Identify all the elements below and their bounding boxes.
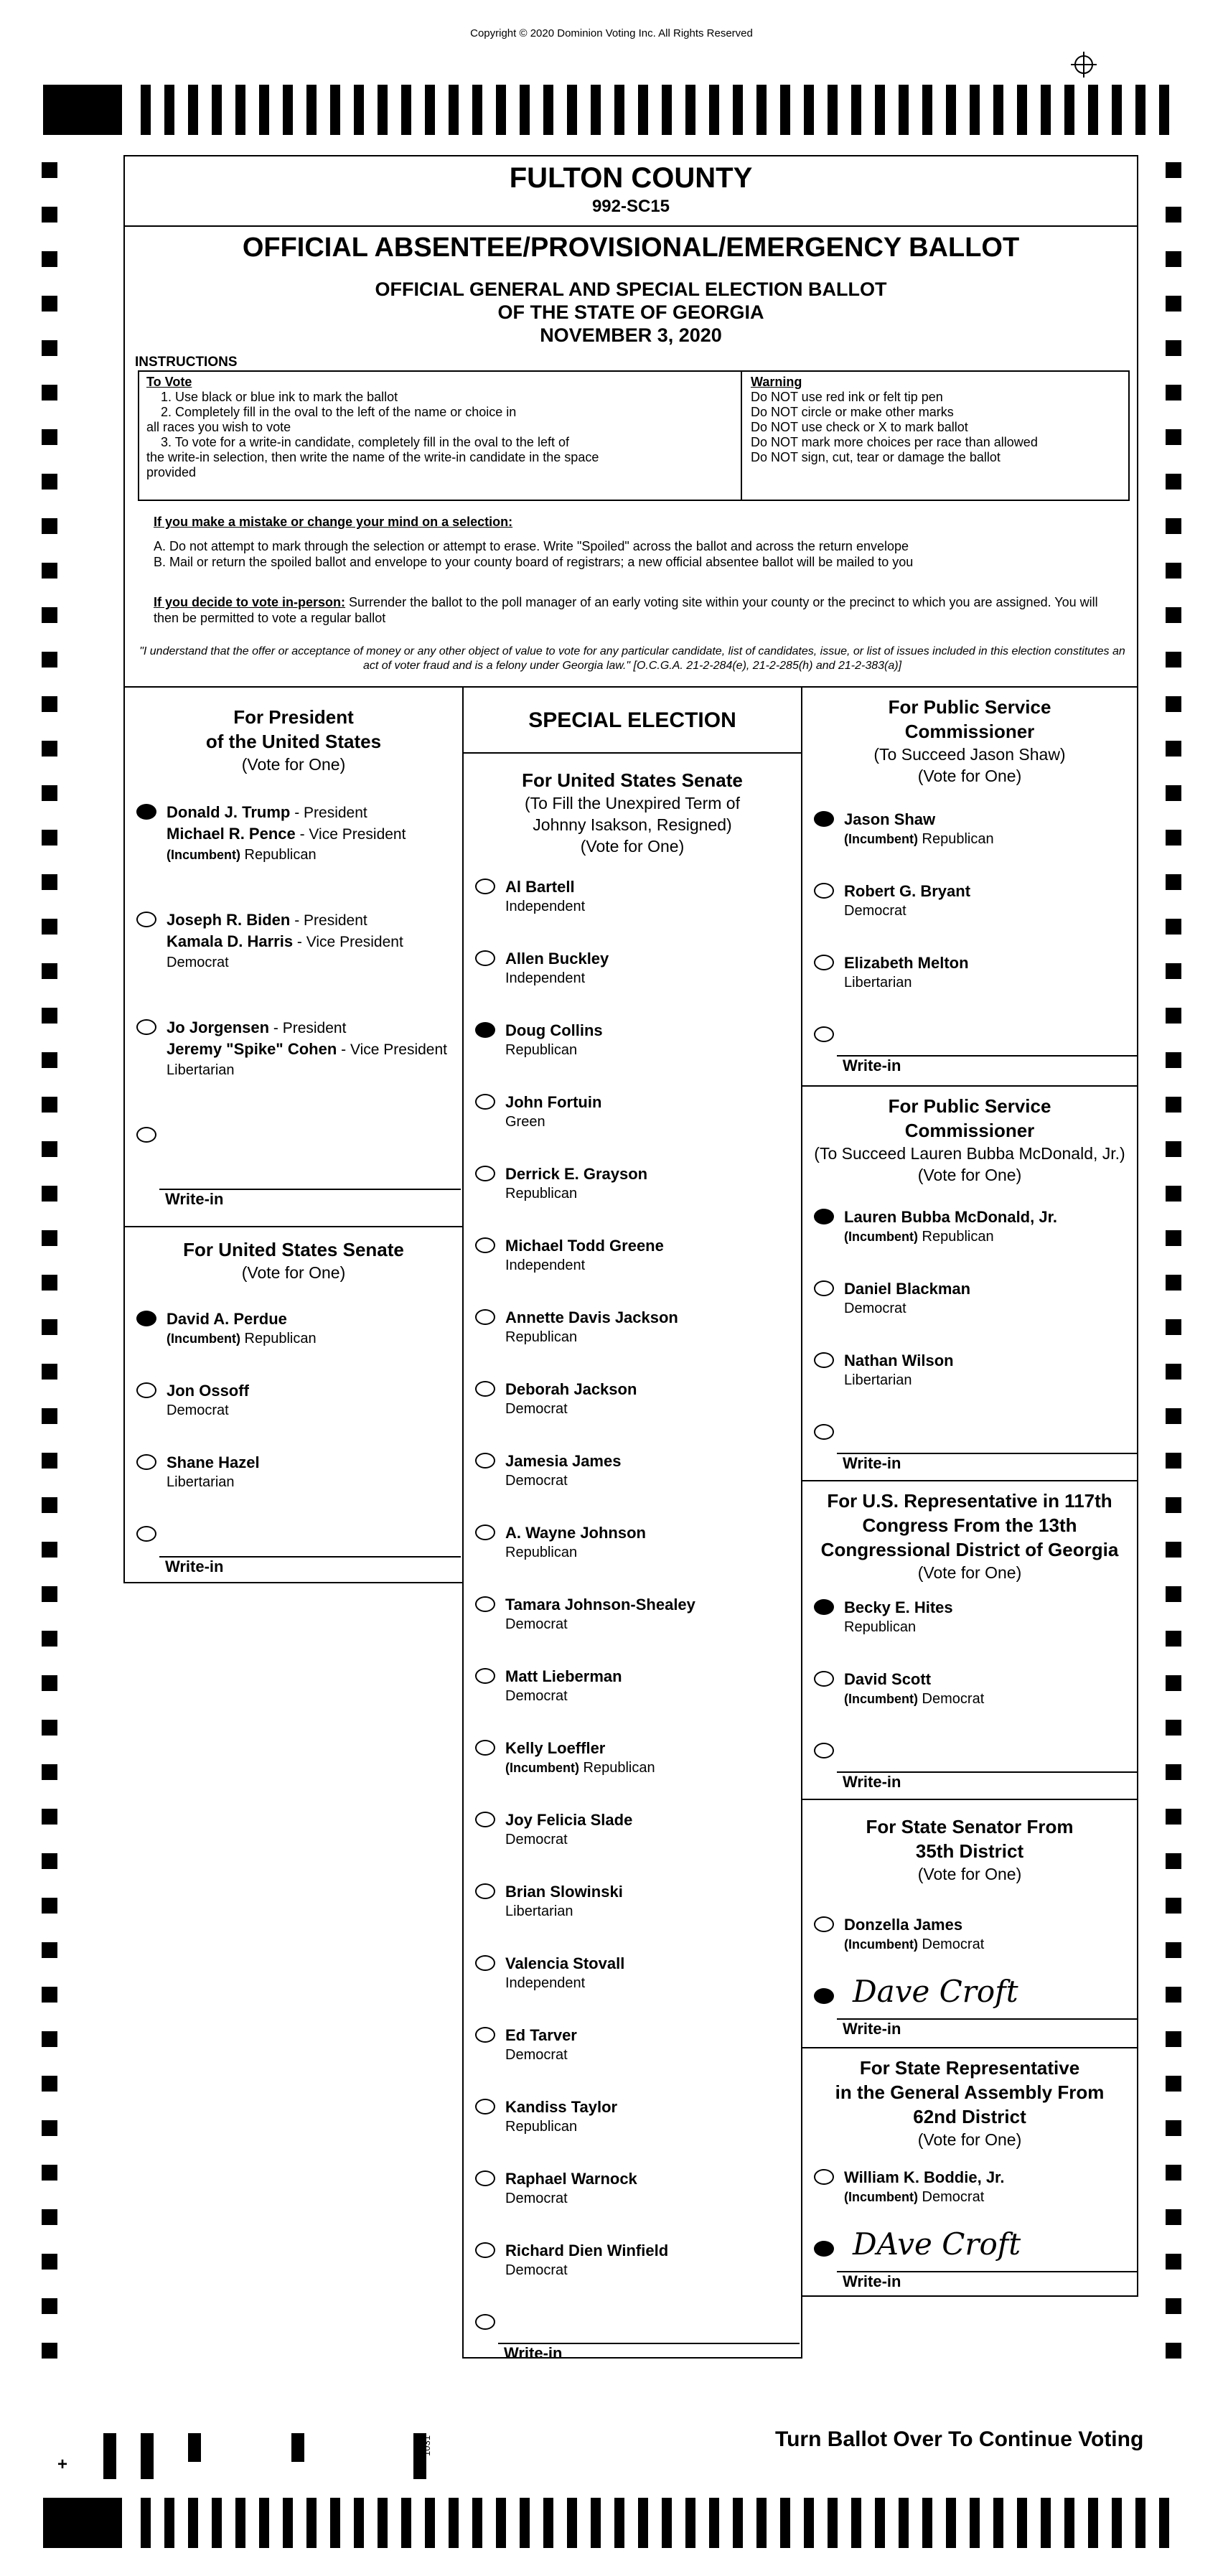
candidate-name: David Scott bbox=[844, 1670, 932, 1688]
candidate-party: Democrat bbox=[167, 1402, 229, 1418]
timing-mark bbox=[828, 2498, 838, 2548]
ballot-subtitle-2: OF THE STATE OF GEORGIA bbox=[497, 301, 764, 323]
candidate-party: (Incumbent) Democrat bbox=[844, 1691, 985, 1707]
timing-mark bbox=[425, 2498, 435, 2548]
timing-mark bbox=[235, 2498, 245, 2548]
timing-mark bbox=[685, 2498, 695, 2548]
timing-mark bbox=[709, 2498, 719, 2548]
race-president: For President of the United States (Vote for One) Donald J. Trump - President Michael R. Pence - Vice President (Incumbent) Republican Joseph R. Biden - President Kamala D. Harris - Vice President Democrat Jo Jorgensen - President Jeremy "Spike" Cohen - Vice President Libertarian Write-in bbox=[123, 686, 464, 1227]
candidate-party: Democrat bbox=[505, 1401, 568, 1417]
timing-mark bbox=[1159, 2498, 1169, 2548]
candidate-party: Libertarian bbox=[844, 1372, 912, 1388]
timing-mark bbox=[520, 2498, 530, 2548]
candidate-party: Democrat bbox=[505, 1473, 568, 1489]
timing-mark bbox=[1112, 2498, 1122, 2548]
candidate-name: Joy Felicia Slade bbox=[505, 1811, 633, 1829]
running-mate-name: Michael R. Pence - Vice President bbox=[167, 825, 406, 843]
timing-mark bbox=[378, 2498, 388, 2548]
write-in-handwriting: DAve Croft bbox=[853, 2226, 1021, 2262]
footer-code-mark bbox=[103, 2433, 116, 2479]
candidate-name: Ed Tarver bbox=[505, 2026, 577, 2044]
candidate-name: Matt Lieberman bbox=[505, 1667, 622, 1685]
candidate-name: William K. Boddie, Jr. bbox=[844, 2168, 1005, 2186]
candidate-party: Independent bbox=[505, 1257, 586, 1273]
candidate-party: Democrat bbox=[844, 903, 906, 919]
race-us-senate-special: For United States Senate bbox=[522, 769, 743, 791]
special-election-section: SPECIAL ELECTION For United States Senate (To Fill the Unexpired Term of Johnny Isakson, Resigned) (Vote for One) Al Bartell Independent Allen Buckley Independent Doug Collins Republican John Fortuin Green Derrick E. Grayson Republican Michael Todd Greene Independent Annette Davis Jackson Republican Deborah Jackson Democrat Jamesia James Democrat A. Wayne Johnson Republican Tamara Johnson-Shealey Democrat Matt Lieberman Democrat Kelly Loeffler (Incumbent) Republican Joy Felicia Slade Democrat Brian Slowinski Libertarian Valencia Stovall Independent Ed Tarver Democrat Kandiss Taylor Republican Raphael Warnock Democrat Richard Dien Winfield Democrat Write-in bbox=[462, 686, 802, 2359]
mistake-instructions: If you make a mistake or change your mind on a selection: A. Do not attempt to mark through the selection or attempt to erase. Write "Spoiled" across the ballot and across the return envelope B. Mail or return the spoiled ballot and envelope to your county board of registrars; a new official absentee ballot will be mailed to you bbox=[154, 515, 914, 569]
timing-mark bbox=[354, 2498, 364, 2548]
timing-mark bbox=[970, 2498, 980, 2548]
timing-mark bbox=[141, 2498, 151, 2548]
candidate-party: Democrat bbox=[505, 2047, 568, 2063]
timing-mark bbox=[804, 2498, 814, 2548]
candidate-party: Democrat bbox=[167, 955, 229, 970]
to-vote-instructions: To Vote 1. Use black or blue ink to mark the ballot 2. Completely fill in the oval to the left of the name or choice in all races you wish to vote 3. To vote for a write-in candidate, completely fill in the oval to the left of the write-in selection, then write the name of the write-in candidate in the space provided bbox=[139, 372, 742, 500]
instructions-label: INSTRUCTIONS bbox=[135, 355, 238, 370]
candidate-party: (Incumbent) Republican bbox=[167, 847, 317, 863]
write-in-label: Write-in bbox=[165, 1558, 224, 1575]
timing-mark bbox=[1017, 2498, 1027, 2548]
ballot-code: 1031 bbox=[421, 2435, 432, 2456]
timing-mark bbox=[993, 2498, 1003, 2548]
candidate-party: Republican bbox=[505, 1186, 578, 1202]
candidate-party: Republican bbox=[505, 1545, 578, 1560]
timing-mark bbox=[1135, 2498, 1145, 2548]
candidate-name: Deborah Jackson bbox=[505, 1380, 637, 1398]
candidate-name: Jamesia James bbox=[505, 1452, 622, 1470]
continue-notice: Turn Ballot Over To Continue Voting bbox=[775, 2427, 1144, 2451]
timing-mark bbox=[543, 2498, 553, 2548]
candidate-name: Jason Shaw bbox=[844, 810, 936, 828]
timing-mark bbox=[851, 2498, 861, 2548]
race-state-representative: For State Representative in the General Assembly From 62nd District (Vote for One) William K. Boddie, Jr. (Incumbent) Democrat DAve Croft Write-in bbox=[801, 2047, 1138, 2297]
write-in-label: Write-in bbox=[843, 1454, 901, 1472]
candidate-name: Donald J. Trump - President bbox=[167, 803, 367, 821]
write-in-label: Write-in bbox=[843, 1057, 901, 1074]
running-mate-name: Jeremy "Spike" Cohen - Vice President bbox=[167, 1040, 447, 1058]
in-person-instructions: If you decide to vote in-person: Surrender the ballot to the poll manager of an early voting site within your county or the precinct to which you are assigned. You will then be permitted to vote a regular ballot bbox=[154, 595, 1098, 625]
timing-mark bbox=[188, 2498, 198, 2548]
candidate-name: Elizabeth Melton bbox=[844, 954, 969, 972]
timing-mark bbox=[662, 2498, 672, 2548]
timing-mark bbox=[756, 2498, 767, 2548]
candidate-party: (Incumbent) Republican bbox=[505, 1760, 655, 1776]
candidate-name: John Fortuin bbox=[505, 1093, 602, 1111]
copyright-notice: Copyright © 2020 Dominion Voting Inc. All Rights Reserved bbox=[470, 27, 753, 39]
candidate-party: Independent bbox=[505, 1975, 586, 1991]
race-state-senate: For State Senator From 35th District (Vote for One) Donzella James (Incumbent) Democrat Dave Croft Write-in bbox=[801, 1799, 1138, 2048]
candidate-party: Libertarian bbox=[167, 1062, 235, 1078]
race-us-representative: For U.S. Representative in 117th Congress From the 13th Congressional District of Georgia (Vote for One) Becky E. Hites Republican David Scott (Incumbent) Democrat Write-in bbox=[801, 1480, 1138, 1800]
timing-mark bbox=[591, 2498, 601, 2548]
race-us-senate: For United States Senate (Vote for One) David A. Perdue (Incumbent) Republican Jon Ossoff Democrat Shane Hazel Libertarian Write-in bbox=[123, 1226, 464, 1583]
candidate-party: (Incumbent) Republican bbox=[844, 831, 994, 847]
candidate-party: Democrat bbox=[505, 1688, 568, 1704]
footer-code-mark bbox=[291, 2433, 304, 2462]
candidate-party: Democrat bbox=[505, 1832, 568, 1847]
candidate-name: Brian Slowinski bbox=[505, 1883, 623, 1901]
candidate-name: A. Wayne Johnson bbox=[505, 1524, 646, 1542]
candidate-party: Libertarian bbox=[844, 975, 912, 990]
candidate-party: Republican bbox=[505, 2119, 578, 2135]
timing-mark bbox=[496, 2498, 506, 2548]
candidate-party: Green bbox=[505, 1114, 545, 1130]
candidate-name: Derrick E. Grayson bbox=[505, 1165, 648, 1183]
write-in-label: Write-in bbox=[843, 1773, 901, 1791]
timing-mark bbox=[922, 2498, 932, 2548]
ballot-title: OFFICIAL ABSENTEE/PROVISIONAL/EMERGENCY BALLOT bbox=[242, 233, 1020, 263]
county-name: FULTON COUNTY bbox=[509, 162, 753, 194]
timing-mark bbox=[875, 2498, 885, 2548]
write-in-label: Write-in bbox=[843, 2272, 901, 2290]
candidate-name: Kelly Loeffler bbox=[505, 1739, 606, 1757]
candidate-name: Kandiss Taylor bbox=[505, 2098, 618, 2116]
candidate-party: Republican bbox=[844, 1619, 917, 1635]
race-psc-shaw: For Public Service Commissioner (To Succeed Jason Shaw) (Vote for One) Jason Shaw (Incumbent) Republican Robert G. Bryant Democrat Elizabeth Melton Libertarian Write-in bbox=[801, 686, 1138, 1087]
candidate-name: Donzella James bbox=[844, 1916, 963, 1934]
candidate-party: Independent bbox=[505, 899, 586, 914]
candidate-name: Shane Hazel bbox=[167, 1453, 260, 1471]
timing-mark bbox=[733, 2498, 743, 2548]
footer-code-mark bbox=[188, 2433, 201, 2462]
candidate-name: Daniel Blackman bbox=[844, 1280, 971, 1298]
timing-mark bbox=[306, 2498, 317, 2548]
timing-mark bbox=[946, 2498, 956, 2548]
timing-mark bbox=[449, 2498, 459, 2548]
candidate-party: (Incumbent) Republican bbox=[167, 1331, 317, 1346]
timing-mark bbox=[472, 2498, 482, 2548]
footer-code-mark bbox=[141, 2433, 154, 2479]
candidate-party: Libertarian bbox=[167, 1474, 235, 1490]
candidate-name: Valencia Stovall bbox=[505, 1954, 625, 1972]
candidate-name: Michael Todd Greene bbox=[505, 1237, 664, 1255]
candidate-party: Democrat bbox=[505, 2191, 568, 2206]
ballot-subtitle-1: OFFICIAL GENERAL AND SPECIAL ELECTION BALLOT bbox=[375, 278, 887, 300]
candidate-name: Robert G. Bryant bbox=[844, 882, 971, 900]
candidate-party: (Incumbent) Republican bbox=[844, 1229, 994, 1245]
timing-mark bbox=[259, 2498, 269, 2548]
candidate-party: Independent bbox=[505, 970, 586, 986]
race-psc-mcdonald: For Public Service Commissioner (To Succeed Lauren Bubba McDonald, Jr.) (Vote for One) Lauren Bubba McDonald, Jr. (Incumbent) Republican Daniel Blackman Democrat Nathan Wilson Libertarian Write-in bbox=[801, 1085, 1138, 1481]
candidate-party: (Incumbent) Democrat bbox=[844, 2189, 985, 2205]
timing-mark bbox=[899, 2498, 909, 2548]
write-in-handwriting: Dave Croft bbox=[853, 1974, 1018, 2009]
candidate-name: Allen Buckley bbox=[505, 950, 609, 968]
timing-mark bbox=[283, 2498, 293, 2548]
candidate-name: Al Bartell bbox=[505, 878, 575, 896]
candidate-name: Jon Ossoff bbox=[167, 1382, 249, 1400]
candidate-name: Doug Collins bbox=[505, 1021, 603, 1039]
timing-mark bbox=[164, 2498, 174, 2548]
candidate-party: Republican bbox=[505, 1329, 578, 1345]
timing-mark bbox=[212, 2498, 222, 2548]
timing-mark bbox=[1088, 2498, 1098, 2548]
candidate-name: Joseph R. Biden - President bbox=[167, 911, 367, 929]
candidate-name: Tamara Johnson-Shealey bbox=[505, 1596, 695, 1613]
candidate-name: Annette Davis Jackson bbox=[505, 1308, 678, 1326]
candidate-name: Richard Dien Winfield bbox=[505, 2242, 669, 2259]
candidate-name: Lauren Bubba McDonald, Jr. bbox=[844, 1208, 1058, 1226]
write-in-label: Write-in bbox=[165, 1190, 224, 1208]
voter-fraud-statement: "I understand that the offer or acceptance of money or any other object of value to vote for any particular candidate, list of candidates, issue, or list of issues included in this election constitutes an act of voter fraud and is a felony under Georgia law." [O.C.G.A. 21-2-284(e), 21-2-285(h) and 21-2-383(a)] bbox=[139, 645, 1125, 672]
candidate-party: Democrat bbox=[844, 1301, 906, 1316]
running-mate-name: Kamala D. Harris - Vice President bbox=[167, 932, 403, 950]
candidate-party: Democrat bbox=[505, 1616, 568, 1632]
warning-instructions: Warning Do NOT use red ink or felt tip pen Do NOT circle or make other marks Do NOT use check or X to mark ballot Do NOT mark more choices per race than allowed Do NOT sign, cut, tear or damage the ballot bbox=[751, 375, 1038, 464]
timing-mark bbox=[1041, 2498, 1051, 2548]
candidate-party: Republican bbox=[505, 1042, 578, 1058]
write-in-label: Write-in bbox=[843, 2020, 901, 2038]
candidate-party: Democrat bbox=[505, 2262, 568, 2278]
registration-plus-icon: + bbox=[57, 2455, 68, 2474]
candidate-name: Becky E. Hites bbox=[844, 1598, 953, 1616]
timing-mark bbox=[567, 2498, 577, 2548]
timing-mark bbox=[330, 2498, 340, 2548]
candidate-name: Nathan Wilson bbox=[844, 1352, 954, 1369]
candidate-name: Raphael Warnock bbox=[505, 2170, 637, 2188]
candidate-party: (Incumbent) Democrat bbox=[844, 1936, 985, 1952]
special-election-header: SPECIAL ELECTION bbox=[464, 688, 801, 754]
timing-mark bbox=[638, 2498, 648, 2548]
candidate-name: David A. Perdue bbox=[167, 1310, 287, 1328]
timing-mark bbox=[780, 2498, 790, 2548]
timing-mark bbox=[43, 2498, 122, 2548]
candidate-name: Jo Jorgensen - President bbox=[167, 1018, 347, 1036]
timing-mark bbox=[1064, 2498, 1074, 2548]
write-in-label: Write-in bbox=[504, 2344, 563, 2362]
election-date: NOVEMBER 3, 2020 bbox=[540, 324, 722, 346]
ballot-style-code: 992-SC15 bbox=[591, 197, 670, 216]
candidate-party: Libertarian bbox=[505, 1903, 573, 1919]
bottom-timing-marks bbox=[43, 2498, 1180, 2548]
timing-mark bbox=[401, 2498, 411, 2548]
timing-mark bbox=[614, 2498, 624, 2548]
